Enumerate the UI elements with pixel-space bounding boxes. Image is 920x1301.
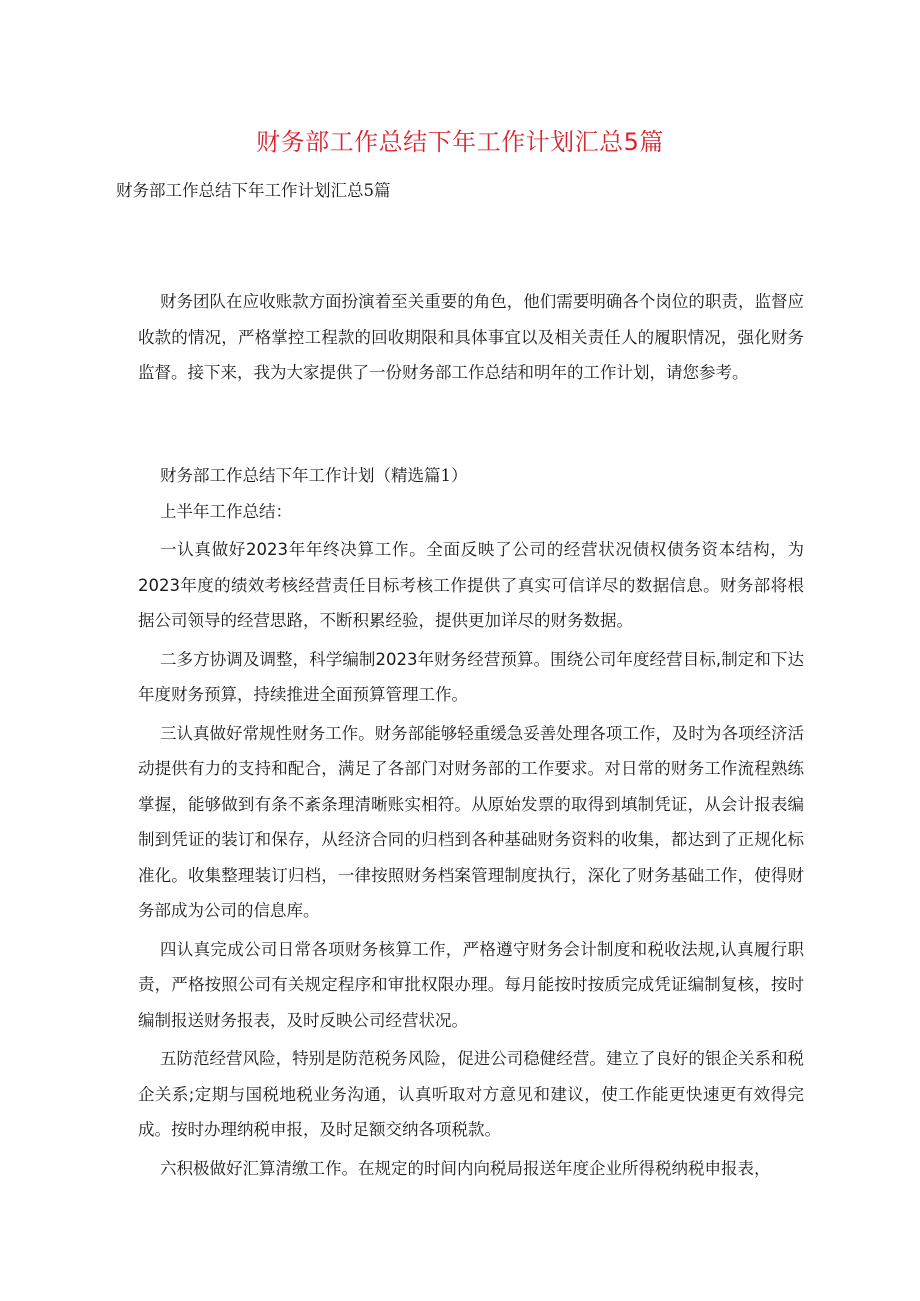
- intro-paragraph: 财务团队在应收账款方面扮演着至关重要的角色，他们需要明确各个岗位的职责，监督应收款的情况，严格掌控工程款的回收期限和具体事宜以及相关责任人的履职情况，强化财务监督。接下来，我为大家提供了一份财务部工作总结和明年的工作计划，请您参考。: [138, 292, 804, 382]
- summary-item-4: 四认真完成公司日常各项财务核算工作，严格遵守财务会计制度和税收法规,认真履行职责，严格按照公司有关规定程序和审批权限办理。每月能按时按质完成凭证编制复核，按时编制报送财务报表，及时反映公司经营状况。: [138, 939, 804, 1030]
- summary-items: [138, 532, 804, 1189]
- half-year-summary-label: 上半年工作总结：: [160, 502, 292, 521]
- summary-item-5: 五防范经营风险，特别是防范税务风险，促进公司稳健经营。建立了良好的银企关系和税企关系;定期与国税地税业务沟通，认真听取对方意见和建议，使工作能更快速更有效得完成。按时办理纳税申报，及时足额交纳各项税款。: [138, 1049, 804, 1139]
- document-subtitle: 财务部工作总结下年工作计划汇总5篇: [116, 181, 391, 200]
- section-heading: 财务部工作总结下年工作计划（精选篇1）: [160, 466, 468, 485]
- summary-item-1: 一认真做好2023年年终决算工作。全面反映了公司的经营状况债权债务资本结构，为2023年度的绩效考核经营责任目标考核工作提供了真实可信详尽的数据信息。财务部将根据公司领导的经营思路，不断积累经验，提供更加详尽的财务数据。: [138, 540, 804, 630]
- summary-item-6: 六积极做好汇算清缴工作。在规定的时间内向税局报送年度企业所得税纳税申报表，: [160, 1158, 771, 1178]
- document-title: 财务部工作总结下年工作计划汇总5篇: [256, 128, 664, 156]
- summary-item-3: 三认真做好常规性财务工作。财务部能够轻重缓急妥善处理各项工作，及时为各项经济活动提供有力的支持和配合，满足了各部门对财务部的工作要求。对日常的财务工作流程熟练掌握，能够做到有条不紊条理清晰账实相符。从原始发票的取得到填制凭证，从会计报表编制到凭证的装订和保存，从经济合同的归档到各种基础财务资料的收集，都达到了正规化标准化。收集整理装订归档，一律按照财务档案管理制度执行，深化了财务基础工作，使得财务部成为公司的信息库。: [138, 723, 804, 920]
- summary-item-2: 二多方协调及调整，科学编制2023年财务经营预算。围绕公司年度经营目标,制定和下达年度财务预算，持续推进全面预算管理工作。: [138, 649, 804, 704]
